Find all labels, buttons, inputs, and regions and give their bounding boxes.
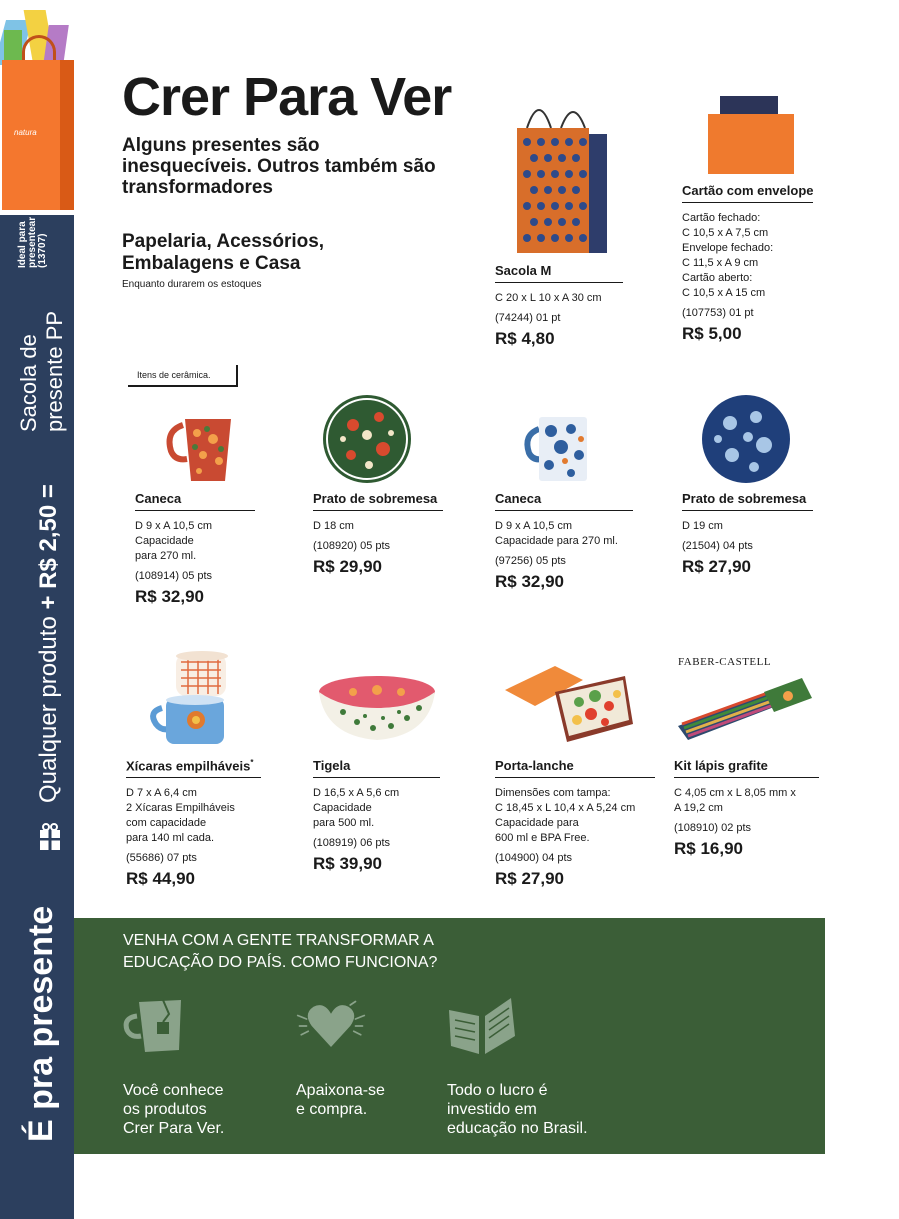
product-card[interactable] xyxy=(495,92,623,349)
product-name: Caneca xyxy=(495,491,633,511)
product-code: (107753) 01 pt xyxy=(682,307,754,319)
dessert-plate-green-image xyxy=(313,389,443,491)
panel-heading: VENHA COM A GENTE TRANSFORMAR A EDUCAÇÃO DO PAÍS. COMO FUNCIONA? xyxy=(123,932,438,971)
product-card[interactable] xyxy=(135,389,255,607)
step-3 xyxy=(447,996,588,1138)
product-desc: D 18 cm xyxy=(313,520,354,532)
heart-icon xyxy=(296,996,366,1056)
mug-blue-image xyxy=(495,389,633,491)
step-2-text: Apaixona-se e compra. xyxy=(296,1082,385,1118)
category-heading: Papelaria, Acessórios, Embalagens e Casa xyxy=(122,231,325,274)
product-price: R$ 5,00 xyxy=(682,324,742,343)
step-3-text: Todo o lucro é investido em educação no Brasil. xyxy=(447,1082,588,1137)
shopping-bag-image xyxy=(495,92,623,263)
product-name: Sacola M xyxy=(495,263,623,283)
product-card[interactable] xyxy=(313,640,440,874)
product-desc: Cartão fechado: C 10,5 x A 7,5 cm Envelope fechado: C 11,5 x A 9 cm Cartão aberto: C 10,5 x A 15 cm xyxy=(682,212,774,299)
stock-note: Enquanto durarem os estoques xyxy=(122,279,262,290)
product-name: Cartão com envelope xyxy=(682,183,813,203)
product-name-text: Xícaras empilháveis xyxy=(126,758,251,774)
pencil-kit-image xyxy=(674,640,819,758)
product-card[interactable] xyxy=(313,389,443,577)
product-price: R$ 27,90 xyxy=(682,557,751,576)
gift-icon xyxy=(38,822,62,852)
info-panel xyxy=(74,918,825,1154)
tagline: É pra presente xyxy=(22,905,60,1142)
product-price: R$ 16,90 xyxy=(674,839,743,858)
brand-logo: FABER-CASTELL xyxy=(678,656,772,668)
product-card[interactable] xyxy=(126,640,261,889)
step-2 xyxy=(296,996,385,1119)
offer-suffix: + R$ 2,50 = xyxy=(35,484,62,610)
product-code: (108910) 02 pts xyxy=(674,822,752,834)
product-card[interactable] xyxy=(674,640,819,859)
sacola-label: Sacola de presente PP xyxy=(16,310,67,432)
product-price: R$ 27,90 xyxy=(495,869,564,888)
step-1 xyxy=(123,996,224,1138)
product-desc: D 16,5 x A 5,6 cm Capacidade para 500 ml. xyxy=(313,787,400,829)
product-card[interactable] xyxy=(682,92,813,344)
product-desc: Dimensões com tampa: C 18,45 x L 10,4 x A 5,24 cm Capacidade para 600 ml e BPA Free. xyxy=(495,787,636,844)
product-card[interactable] xyxy=(495,640,655,889)
product-name xyxy=(126,758,261,778)
product-code: (108920) 05 pts xyxy=(313,540,391,552)
product-price: R$ 29,90 xyxy=(313,557,382,576)
product-desc: D 19 cm xyxy=(682,520,723,532)
product-price: R$ 32,90 xyxy=(495,572,564,591)
product-desc: D 9 x A 10,5 cm Capacidade para 270 ml. xyxy=(495,520,618,547)
stacking-cups-image xyxy=(126,640,261,758)
sidebar xyxy=(0,0,74,1219)
product-code: (21504) 04 pts xyxy=(682,540,753,552)
offer-prefix: Qualquer produto xyxy=(35,616,62,803)
product-name: Kit lápis grafite xyxy=(674,758,819,778)
product-name: Caneca xyxy=(135,491,255,511)
product-name: Prato de sobremesa xyxy=(682,491,813,511)
card-envelope-image xyxy=(682,92,813,183)
page-subtitle: Alguns presentes são inesquecíveis. Outros também são transformadores xyxy=(122,135,436,198)
ceramic-tag: Itens de cerâmica. xyxy=(128,365,238,387)
mug-icon xyxy=(123,996,193,1056)
dessert-plate-blue-image xyxy=(682,389,813,491)
product-card[interactable] xyxy=(495,389,633,592)
product-desc: C 20 x L 10 x A 30 cm xyxy=(495,292,602,304)
product-code: (108919) 06 pts xyxy=(313,837,391,849)
product-code: (74244) 01 pt xyxy=(495,312,561,324)
product-desc: C 4,05 cm x L 8,05 mm x A 19,2 cm xyxy=(674,787,796,814)
product-code: (97256) 05 pts xyxy=(495,555,566,567)
book-icon xyxy=(447,996,517,1056)
product-name: Porta-lanche xyxy=(495,758,655,778)
gift-bag-thumbnail: natura xyxy=(0,0,74,215)
product-price: R$ 39,90 xyxy=(313,854,382,873)
product-code: (108914) 05 pts xyxy=(135,570,213,582)
step-1-text: Você conhece os produtos Crer Para Ver. xyxy=(123,1082,225,1137)
lunchbox-image xyxy=(495,640,655,758)
product-card[interactable] xyxy=(682,389,813,577)
product-price: R$ 32,90 xyxy=(135,587,204,606)
product-name: Prato de sobremesa xyxy=(313,491,443,511)
page-title: Crer Para Ver xyxy=(122,67,452,127)
product-name: Tigela xyxy=(313,758,440,778)
product-name-mark: * xyxy=(250,758,254,767)
product-code: (55686) 07 pts xyxy=(126,852,197,865)
bowl-image xyxy=(313,640,440,758)
product-code: (104900) 04 pts xyxy=(495,852,573,864)
mug-red-image xyxy=(135,389,255,491)
product-desc: D 9 x A 10,5 cm Capacidade para 270 ml. xyxy=(135,520,213,562)
ideal-label: Ideal para presentear (13707) xyxy=(17,216,48,268)
product-price: R$ 4,80 xyxy=(495,329,555,348)
product-price: R$ 44,90 xyxy=(126,869,195,889)
offer-text xyxy=(35,484,63,803)
product-desc: D 7 x A 6,4 cm 2 Xícaras Empilháveis com capacidade para 140 ml cada. xyxy=(126,787,235,845)
